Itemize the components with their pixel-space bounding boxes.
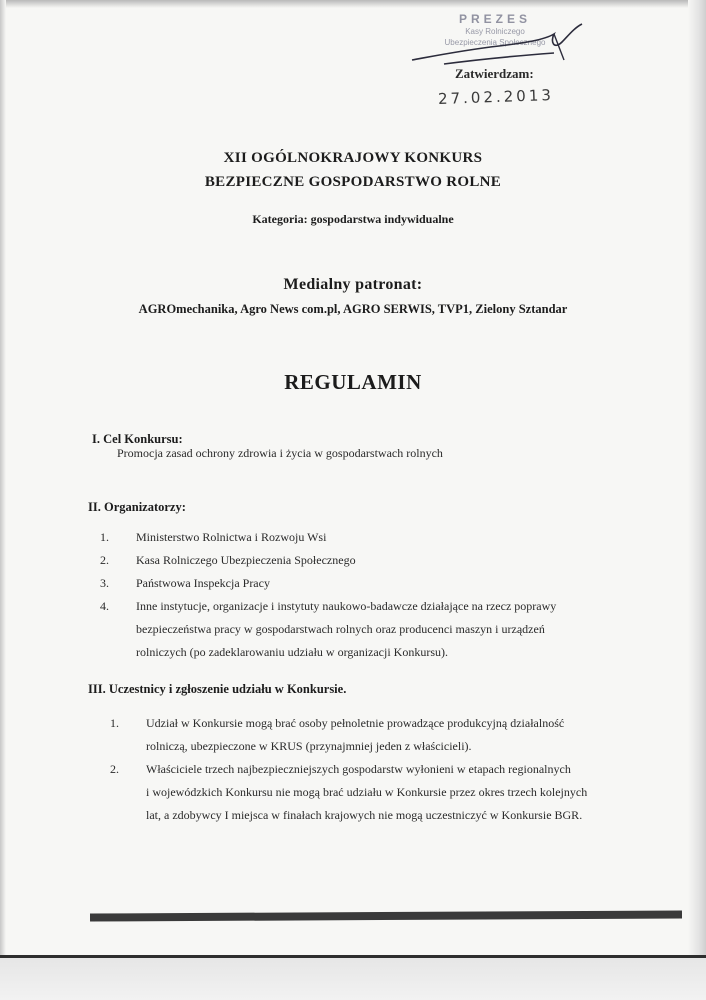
document-title: REGULAMIN: [284, 370, 422, 394]
contest-title-line-2: BEZPIECZNE GOSPODARSTWO ROLNE: [204, 174, 502, 190]
list-item-text-line-2: bezpieczeństwa pracy w gospodarstwach rolnych oraz producenci maszyn i urządzeń: [136, 622, 545, 636]
signature-image: [404, 20, 594, 68]
list-item-number: 2.: [100, 553, 109, 567]
scan-dark-band: [90, 910, 682, 921]
list-item: [100, 572, 640, 595]
list-item-number: 1.: [110, 716, 119, 730]
patronage-names: AGROmechanika, Agro News com.pl, AGRO SERWIS, TVP1, Zielony Sztandar: [138, 302, 568, 316]
list-item-text: Ministerstwo Rolnictwa i Rozwoju Wsi: [136, 530, 327, 544]
category-line: Kategoria: gospodarstwa indywidualne: [252, 212, 454, 226]
section-1-heading: I. Cel Konkursu:: [92, 432, 183, 446]
list-item-text-line-1: Inne instytucje, organizacje i instytuty naukowo-badawcze działające na rzecz poprawy: [136, 599, 557, 613]
list-item: [100, 549, 640, 572]
list-item-number: 1.: [100, 530, 109, 544]
section-1-text: Promocja zasad ochrony zdrowia i życia w gospodarstwach rolnych: [117, 446, 443, 460]
section-3-heading: III. Uczestnicy i zgłoszenie udziału w Konkursie.: [88, 682, 347, 696]
list-item: [100, 595, 640, 664]
list-item-text-line-2: i wojewódzkich Konkursu nie mogą brać udziału w Konkursie przez okres trzech kolejnych: [146, 785, 588, 799]
approval-date: 27.02.2013: [437, 85, 555, 109]
list-item-text-line-2: rolniczą, ubezpieczone w KRUS (przynajmniej jeden z właścicieli).: [146, 739, 472, 753]
scan-bottom-shadow: [0, 958, 706, 1000]
stamp-line-2: Ubezpieczenia Społecznego: [444, 38, 546, 47]
list-item-number: 3.: [100, 576, 109, 590]
stamp-line-1: Kasy Rolniczego: [465, 27, 525, 36]
section-2-list: [100, 526, 640, 664]
list-item: [100, 526, 640, 549]
list-item-text-line-1: Udział w Konkursie mogą brać osoby pełnoletnie prowadzące produkcyjną działalność: [146, 716, 565, 730]
list-item-number: 4.: [100, 599, 109, 613]
list-item-text: Kasa Rolniczego Ubezpieczenia Społecznego: [136, 553, 356, 567]
list-item: [110, 758, 650, 827]
scan-top-edge: [0, 0, 706, 8]
section-3-list: [110, 712, 650, 827]
list-item-text-line-3: lat, a zdobywcy I miejsca w finałach krajowych nie mogą uczestniczyć w Konkursie BGR.: [146, 808, 583, 822]
list-item: [110, 712, 650, 758]
list-item-text-line-1: Właściciele trzech najbezpieczniejszych gospodarstw wyłonieni w etapach regionalnych: [146, 762, 571, 776]
list-item-text-line-3: rolniczych (po zadeklarowaniu udziału w organizacji Konkursu).: [136, 645, 448, 659]
stamp-title: PREZES: [458, 12, 531, 26]
list-item-text: Państwowa Inspekcja Pracy: [136, 576, 270, 590]
patronage-label: Medialny patronat:: [283, 276, 423, 293]
list-item-number: 2.: [110, 762, 119, 776]
section-2-heading: II. Organizatorzy:: [88, 500, 186, 514]
approval-label: Zatwierdzam:: [455, 66, 534, 81]
contest-title-line-1: XII OGÓLNOKRAJOWY KONKURS: [223, 150, 483, 166]
